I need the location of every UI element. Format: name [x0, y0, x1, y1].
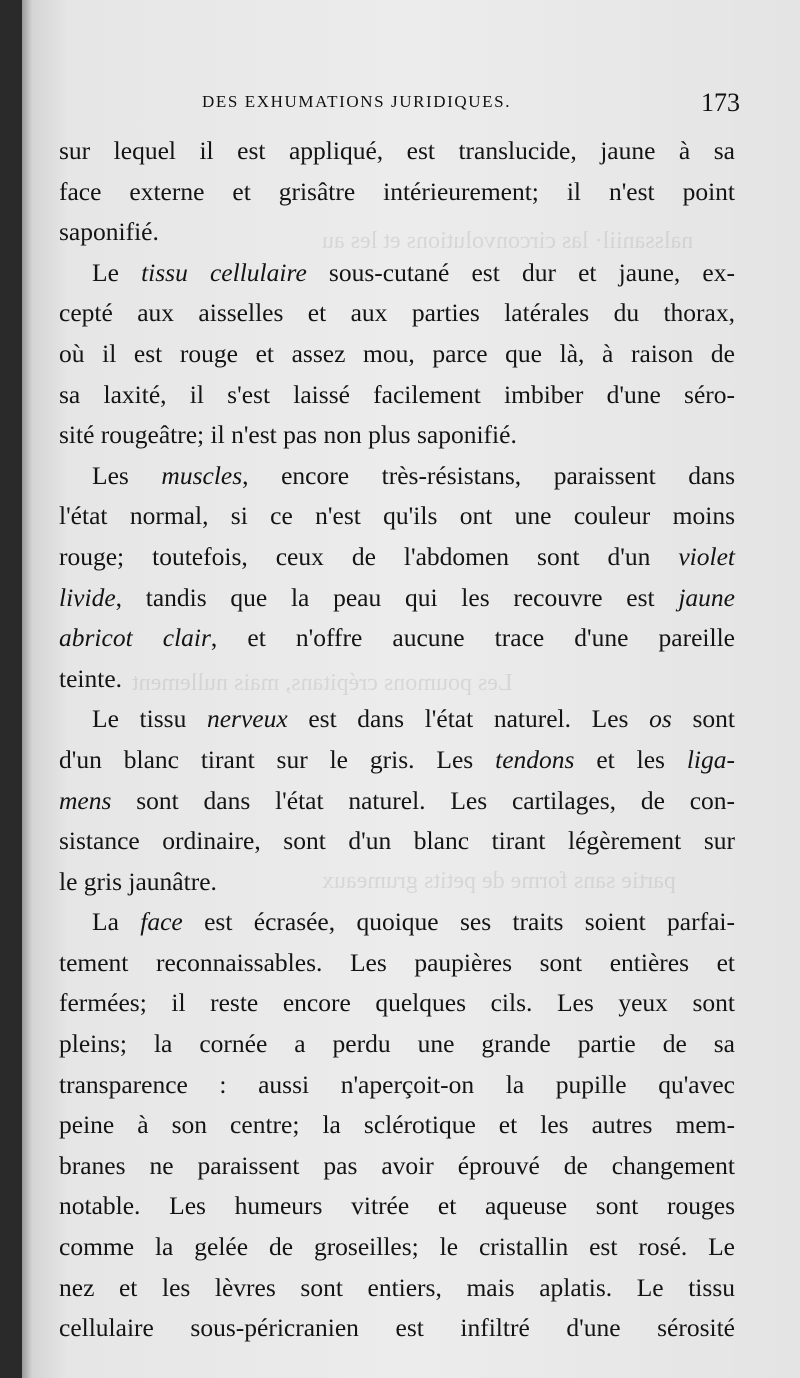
text-line: [59, 212, 735, 253]
text-run: saponifié.: [59, 217, 159, 247]
text-run: sité rougeâtre; il n'est pas non plus saponifié.: [59, 420, 517, 450]
text-line: [59, 537, 735, 578]
italic-term: violet: [678, 541, 735, 571]
text-run: et les: [574, 744, 687, 774]
text-line: [59, 983, 735, 1024]
text-run: , tandis que la peau qui les recouvre est: [115, 582, 679, 612]
text-line: [59, 862, 735, 903]
text-line: [59, 131, 735, 172]
text-run: fermées; il reste encore quelques cils. Les yeux sont: [59, 988, 735, 1018]
text-run: où il est rouge et assez mou, parce que là, à raison de: [59, 338, 735, 368]
italic-term: muscles: [161, 460, 243, 490]
italic-term: tissu cellulaire: [141, 257, 307, 287]
text-line: [59, 578, 735, 619]
text-line: [59, 172, 735, 213]
text-line: [59, 415, 735, 456]
text-run: branes ne paraissent pas avoir éprouvé de changement: [59, 1150, 735, 1180]
text-line: [59, 699, 735, 740]
text-line: [59, 1146, 735, 1187]
show-through-text: Les poumons crépitans, mais nullement: [132, 670, 513, 696]
text-run: l'état normal, si ce n'est qu'ils ont une couleur moins: [59, 501, 735, 531]
text-line: [59, 821, 735, 862]
text-line: [59, 1308, 735, 1349]
text-run: sa laxité, il s'est laissé facilement imbiber d'une séro-: [59, 379, 735, 409]
italic-term: mens: [59, 785, 112, 815]
italic-term: abricot clair: [59, 623, 211, 653]
text-run: sont dans l'état naturel. Les cartilages, de con-: [111, 785, 735, 815]
text-line: [59, 1268, 735, 1309]
text-line: [59, 902, 735, 943]
text-line: [59, 1065, 735, 1106]
text-run: Le tissu: [92, 704, 207, 734]
text-run: face externe et grisâtre intérieurement; il n'est point: [59, 176, 735, 206]
text-run: cepté aux aisselles et aux parties latérales du thorax,: [59, 298, 735, 328]
page-header: [22, 88, 800, 118]
text-run: La: [92, 907, 141, 937]
text-line: [59, 1227, 735, 1268]
italic-term: os: [649, 704, 672, 734]
italic-term: jaune: [678, 582, 735, 612]
text-line: [59, 781, 735, 822]
italic-term: tendons: [495, 744, 575, 774]
text-run: est dans l'état naturel. Les: [287, 704, 650, 734]
text-run: , encore très-résistans, paraissent dans: [242, 460, 735, 490]
italic-term: liga-: [686, 744, 736, 774]
text-run: rouge; toutefois, ceux de l'abdomen sont d'un: [59, 541, 679, 571]
italic-term: face: [140, 907, 183, 937]
text-run: nez et les lèvres sont entiers, mais aplatis. Le tissu: [59, 1272, 735, 1302]
text-line: [59, 293, 735, 334]
text-line: [59, 334, 735, 375]
book-page: [22, 0, 800, 1378]
text-line: [59, 618, 735, 659]
text-run: tement reconnaissables. Les paupières sont entières et: [59, 947, 735, 977]
show-through-text: nalssaniil· las circonvolutions et les au: [322, 228, 694, 254]
text-run: transparence : aussi n'aperçoit-on la pupille qu'avec: [59, 1069, 735, 1099]
body-text: [59, 131, 735, 1349]
text-run: sont: [671, 704, 735, 734]
text-line: [59, 496, 735, 537]
text-line: [59, 1186, 735, 1227]
text-run: pleins; la cornée a perdu une grande partie de sa: [59, 1029, 735, 1059]
text-run: le gris jaunâtre.: [59, 866, 217, 896]
italic-term: livide: [59, 582, 116, 612]
text-line: [59, 1024, 735, 1065]
text-run: sistance ordinaire, sont d'un blanc tirant légèrement sur: [59, 826, 735, 856]
text-run: notable. Les humeurs vitrée et aqueuse sont rouges: [59, 1191, 735, 1221]
text-run: est écrasée, quoique ses traits soient parfai-: [182, 907, 735, 937]
text-line: [59, 456, 735, 497]
text-line: [59, 375, 735, 416]
text-run: cellulaire sous-péricranien est infiltré d'une sérosité: [59, 1313, 735, 1343]
text-run: sur lequel il est appliqué, est translucide, jaune à sa: [59, 136, 735, 165]
text-run: peine à son centre; la sclérotique et les autres mem-: [59, 1110, 735, 1140]
text-line: [59, 253, 735, 294]
text-run: , et n'offre aucune trace d'une pareille: [210, 623, 735, 653]
text-line: [59, 943, 735, 984]
show-through-text: partie sans forme de petits grumeaux: [322, 868, 676, 894]
text-run: sous-cutané est dur et jaune, ex-: [306, 257, 735, 287]
page-number: 173: [701, 88, 740, 117]
running-title: DES EXHUMATIONS JURIDIQUES.: [202, 92, 512, 111]
text-run: Le: [92, 257, 142, 287]
text-line: [59, 659, 735, 700]
italic-term: nerveux: [206, 704, 288, 734]
text-run: comme la gelée de groseilles; le cristallin est rosé. Le: [59, 1232, 735, 1262]
text-run: teinte.: [59, 663, 123, 693]
text-line: [59, 740, 735, 781]
text-run: Les: [92, 460, 162, 490]
text-run: d'un blanc tirant sur le gris. Les: [59, 744, 496, 774]
text-line: [59, 1105, 735, 1146]
